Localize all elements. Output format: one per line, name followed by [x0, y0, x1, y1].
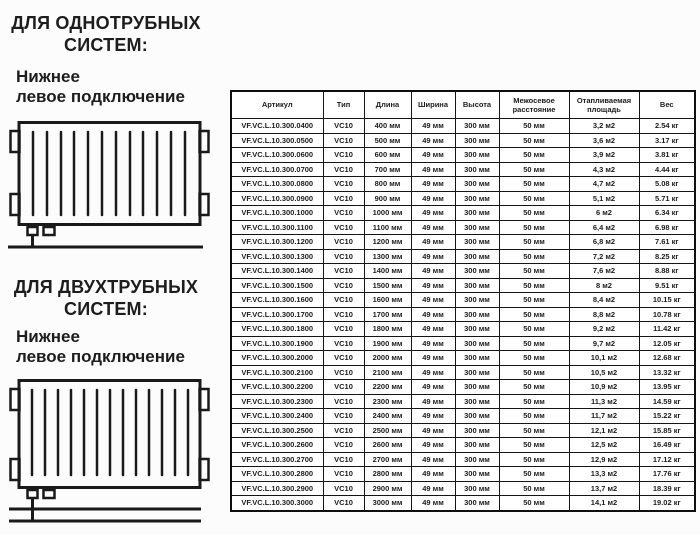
table-cell: VC10	[323, 365, 364, 380]
table-row	[231, 278, 695, 293]
section-title-two-pipe	[6, 276, 206, 320]
table-cell: 2400 мм	[364, 409, 411, 424]
table-cell: 10,1 м2	[569, 351, 639, 366]
table-cell: VC10	[323, 322, 364, 337]
table-cell: 300 мм	[455, 351, 499, 366]
table-cell: 49 мм	[411, 119, 455, 134]
table-cell: VF.VC.L.10.300.2700	[231, 452, 323, 467]
table-cell: VF.VC.L.10.300.3000	[231, 496, 323, 511]
table-cell: 10.15 кг	[639, 293, 695, 308]
table-cell: 49 мм	[411, 264, 455, 279]
table-row	[231, 220, 695, 235]
table-cell: 1300 мм	[364, 249, 411, 264]
table-cell: 300 мм	[455, 394, 499, 409]
table-cell: 2600 мм	[364, 438, 411, 453]
table-cell: 12,9 м2	[569, 452, 639, 467]
column-header: Вес	[639, 91, 695, 119]
table-cell: 7,6 м2	[569, 264, 639, 279]
table-cell: VF.VC.L.10.300.2000	[231, 351, 323, 366]
table-cell: 300 мм	[455, 481, 499, 496]
table-cell: VC10	[323, 380, 364, 395]
table-cell: 300 мм	[455, 496, 499, 511]
table-cell: 1600 мм	[364, 293, 411, 308]
table-row	[231, 235, 695, 250]
table-cell: VC10	[323, 119, 364, 134]
table-cell: 4.44 кг	[639, 162, 695, 177]
table-cell: VC10	[323, 467, 364, 482]
table-cell: 18.39 кг	[639, 481, 695, 496]
table-row	[231, 322, 695, 337]
table-cell: VC10	[323, 206, 364, 221]
table-cell: VF.VC.L.10.300.1100	[231, 220, 323, 235]
table-cell: 8.88 кг	[639, 264, 695, 279]
radiator-diagram-two-pipe-icon	[4, 372, 216, 530]
table-cell: 300 мм	[455, 293, 499, 308]
section-title-line: ДЛЯ ОДНОТРУБНЫХ	[11, 13, 201, 33]
table-cell: 49 мм	[411, 148, 455, 163]
table-row	[231, 264, 695, 279]
table-cell: 8,8 м2	[569, 307, 639, 322]
column-header: Ширина	[411, 91, 455, 119]
table-cell: VF.VC.L.10.300.1600	[231, 293, 323, 308]
column-header: Высота	[455, 91, 499, 119]
table-cell: 50 мм	[499, 264, 569, 279]
spec-table-body	[231, 119, 695, 511]
table-cell: 49 мм	[411, 438, 455, 453]
table-cell: 300 мм	[455, 235, 499, 250]
table-cell: 9.51 кг	[639, 278, 695, 293]
table-row	[231, 293, 695, 308]
table-cell: 15.85 кг	[639, 423, 695, 438]
table-cell: 2200 мм	[364, 380, 411, 395]
table-cell: 14.59 кг	[639, 394, 695, 409]
table-cell: 4,7 м2	[569, 177, 639, 192]
table-cell: 49 мм	[411, 496, 455, 511]
table-cell: VC10	[323, 278, 364, 293]
table-cell: 50 мм	[499, 206, 569, 221]
section-subtitle-line: левое подключение	[16, 87, 185, 106]
table-cell: 49 мм	[411, 467, 455, 482]
table-cell: VC10	[323, 452, 364, 467]
table-row	[231, 423, 695, 438]
table-cell: VF.VC.L.10.300.2400	[231, 409, 323, 424]
table-row	[231, 380, 695, 395]
table-cell: 1900 мм	[364, 336, 411, 351]
table-cell: 50 мм	[499, 148, 569, 163]
table-cell: 49 мм	[411, 452, 455, 467]
table-cell: 49 мм	[411, 249, 455, 264]
table-cell: 50 мм	[499, 423, 569, 438]
table-cell: 10.78 кг	[639, 307, 695, 322]
table-cell: 500 мм	[364, 133, 411, 148]
table-cell: 7,2 м2	[569, 249, 639, 264]
section-title-single-pipe	[6, 12, 206, 56]
table-cell: 49 мм	[411, 394, 455, 409]
table-cell: 11,7 м2	[569, 409, 639, 424]
table-row	[231, 409, 695, 424]
spec-table	[230, 90, 696, 512]
table-cell: VF.VC.L.10.300.0400	[231, 119, 323, 134]
section-subtitle-line: Нижнее	[16, 327, 80, 346]
table-cell: 14,1 м2	[569, 496, 639, 511]
table-row	[231, 206, 695, 221]
table-cell: 3.81 кг	[639, 148, 695, 163]
table-row	[231, 336, 695, 351]
table-cell: 6 м2	[569, 206, 639, 221]
table-cell: 2000 мм	[364, 351, 411, 366]
table-cell: VC10	[323, 177, 364, 192]
table-cell: 13,7 м2	[569, 481, 639, 496]
table-cell: 12.05 кг	[639, 336, 695, 351]
column-header: Отапливаемая площадь	[569, 91, 639, 119]
table-cell: 300 мм	[455, 249, 499, 264]
table-row	[231, 394, 695, 409]
table-cell: 50 мм	[499, 438, 569, 453]
table-cell: VF.VC.L.10.300.0500	[231, 133, 323, 148]
table-cell: VC10	[323, 496, 364, 511]
table-cell: VF.VC.L.10.300.0800	[231, 177, 323, 192]
section-subtitle-line: левое подключение	[16, 347, 185, 366]
table-cell: 50 мм	[499, 278, 569, 293]
table-cell: 16.49 кг	[639, 438, 695, 453]
table-row	[231, 249, 695, 264]
table-cell: 3,9 м2	[569, 148, 639, 163]
table-cell: 6,4 м2	[569, 220, 639, 235]
table-cell: 12,5 м2	[569, 438, 639, 453]
table-cell: 300 мм	[455, 409, 499, 424]
table-cell: VF.VC.L.10.300.2200	[231, 380, 323, 395]
table-cell: 5.08 кг	[639, 177, 695, 192]
table-row	[231, 162, 695, 177]
table-cell: VC10	[323, 220, 364, 235]
table-row	[231, 133, 695, 148]
table-cell: 300 мм	[455, 278, 499, 293]
table-cell: 1500 мм	[364, 278, 411, 293]
table-cell: 600 мм	[364, 148, 411, 163]
table-cell: 400 мм	[364, 119, 411, 134]
table-cell: VF.VC.L.10.300.1400	[231, 264, 323, 279]
table-cell: VF.VC.L.10.300.2800	[231, 467, 323, 482]
table-row	[231, 351, 695, 366]
table-cell: 50 мм	[499, 307, 569, 322]
table-cell: 300 мм	[455, 119, 499, 134]
table-cell: VC10	[323, 133, 364, 148]
table-cell: 2700 мм	[364, 452, 411, 467]
table-cell: VC10	[323, 293, 364, 308]
table-cell: 49 мм	[411, 351, 455, 366]
table-cell: 49 мм	[411, 322, 455, 337]
table-cell: 3.17 кг	[639, 133, 695, 148]
table-cell: 49 мм	[411, 409, 455, 424]
table-cell: 2100 мм	[364, 365, 411, 380]
table-cell: 300 мм	[455, 336, 499, 351]
table-cell: 300 мм	[455, 322, 499, 337]
table-cell: 19.02 кг	[639, 496, 695, 511]
table-cell: VF.VC.L.10.300.0900	[231, 191, 323, 206]
table-cell: 10,9 м2	[569, 380, 639, 395]
table-cell: 300 мм	[455, 162, 499, 177]
table-cell: 6.34 кг	[639, 206, 695, 221]
table-cell: 49 мм	[411, 365, 455, 380]
table-cell: 50 мм	[499, 322, 569, 337]
table-cell: 1800 мм	[364, 322, 411, 337]
table-cell: 300 мм	[455, 148, 499, 163]
table-cell: 49 мм	[411, 191, 455, 206]
column-header: Артикул	[231, 91, 323, 119]
table-cell: 10,5 м2	[569, 365, 639, 380]
table-cell: VC10	[323, 148, 364, 163]
table-cell: 8.25 кг	[639, 249, 695, 264]
table-row	[231, 365, 695, 380]
table-cell: 1100 мм	[364, 220, 411, 235]
table-cell: 50 мм	[499, 409, 569, 424]
table-cell: VF.VC.L.10.300.2500	[231, 423, 323, 438]
section-subtitle-two-pipe	[16, 327, 226, 367]
table-cell: VF.VC.L.10.300.1200	[231, 235, 323, 250]
table-row	[231, 481, 695, 496]
table-cell: 300 мм	[455, 206, 499, 221]
table-cell: 50 мм	[499, 293, 569, 308]
table-cell: VC10	[323, 162, 364, 177]
table-cell: 1200 мм	[364, 235, 411, 250]
table-cell: VF.VC.L.10.300.1500	[231, 278, 323, 293]
table-cell: VF.VC.L.10.300.1800	[231, 322, 323, 337]
column-header: Тип	[323, 91, 364, 119]
table-cell: 50 мм	[499, 249, 569, 264]
table-cell: 49 мм	[411, 481, 455, 496]
table-cell: 2.54 кг	[639, 119, 695, 134]
table-cell: 50 мм	[499, 336, 569, 351]
table-cell: 1000 мм	[364, 206, 411, 221]
column-header: Межосевое расстояние	[499, 91, 569, 119]
table-cell: VC10	[323, 351, 364, 366]
radiator-diagram-single-pipe-icon	[4, 110, 216, 256]
table-cell: 50 мм	[499, 235, 569, 250]
table-cell: 300 мм	[455, 191, 499, 206]
table-cell: VC10	[323, 481, 364, 496]
table-cell: VC10	[323, 307, 364, 322]
table-cell: 6,8 м2	[569, 235, 639, 250]
table-cell: VC10	[323, 235, 364, 250]
table-cell: 300 мм	[455, 307, 499, 322]
table-cell: VF.VC.L.10.300.0700	[231, 162, 323, 177]
table-cell: 3,2 м2	[569, 119, 639, 134]
table-cell: 11,3 м2	[569, 394, 639, 409]
table-cell: 50 мм	[499, 220, 569, 235]
table-cell: 50 мм	[499, 394, 569, 409]
table-cell: 49 мм	[411, 177, 455, 192]
table-cell: VC10	[323, 423, 364, 438]
table-cell: 8,4 м2	[569, 293, 639, 308]
table-cell: 50 мм	[499, 467, 569, 482]
table-cell: 50 мм	[499, 481, 569, 496]
table-cell: VF.VC.L.10.300.0600	[231, 148, 323, 163]
table-row	[231, 467, 695, 482]
table-cell: VF.VC.L.10.300.2100	[231, 365, 323, 380]
table-cell: 49 мм	[411, 307, 455, 322]
table-cell: 13.32 кг	[639, 365, 695, 380]
table-cell: 50 мм	[499, 365, 569, 380]
table-cell: 13.95 кг	[639, 380, 695, 395]
table-cell: 50 мм	[499, 162, 569, 177]
table-cell: 300 мм	[455, 220, 499, 235]
table-cell: 7.61 кг	[639, 235, 695, 250]
table-cell: 2800 мм	[364, 467, 411, 482]
table-cell: 50 мм	[499, 452, 569, 467]
table-cell: 2900 мм	[364, 481, 411, 496]
table-cell: 17.76 кг	[639, 467, 695, 482]
table-cell: 50 мм	[499, 496, 569, 511]
table-row	[231, 148, 695, 163]
table-cell: 50 мм	[499, 351, 569, 366]
table-cell: 8 м2	[569, 278, 639, 293]
table-cell: 50 мм	[499, 119, 569, 134]
table-cell: VF.VC.L.10.300.1000	[231, 206, 323, 221]
table-cell: 4,3 м2	[569, 162, 639, 177]
table-cell: VC10	[323, 249, 364, 264]
table-row	[231, 119, 695, 134]
table-cell: 3000 мм	[364, 496, 411, 511]
table-cell: 49 мм	[411, 423, 455, 438]
section-subtitle-line: Нижнее	[16, 67, 80, 86]
table-cell: 50 мм	[499, 191, 569, 206]
table-cell: 300 мм	[455, 452, 499, 467]
table-row	[231, 496, 695, 511]
column-header: Длина	[364, 91, 411, 119]
table-cell: VF.VC.L.10.300.1700	[231, 307, 323, 322]
table-cell: 50 мм	[499, 177, 569, 192]
table-cell: 5.71 кг	[639, 191, 695, 206]
table-cell: 12,1 м2	[569, 423, 639, 438]
table-cell: 2500 мм	[364, 423, 411, 438]
table-cell: 12.68 кг	[639, 351, 695, 366]
table-cell: VF.VC.L.10.300.2300	[231, 394, 323, 409]
table-cell: 9,2 м2	[569, 322, 639, 337]
table-cell: 49 мм	[411, 206, 455, 221]
section-title-line: СИСТЕМ:	[64, 35, 148, 55]
table-cell: 50 мм	[499, 133, 569, 148]
table-cell: VF.VC.L.10.300.2900	[231, 481, 323, 496]
table-cell: 17.12 кг	[639, 452, 695, 467]
table-cell: 49 мм	[411, 278, 455, 293]
table-cell: VC10	[323, 409, 364, 424]
table-row	[231, 452, 695, 467]
table-cell: VC10	[323, 191, 364, 206]
table-cell: 50 мм	[499, 380, 569, 395]
table-cell: 49 мм	[411, 162, 455, 177]
table-cell: VF.VC.L.10.300.1300	[231, 249, 323, 264]
table-cell: 1400 мм	[364, 264, 411, 279]
table-cell: 800 мм	[364, 177, 411, 192]
table-cell: VF.VC.L.10.300.2600	[231, 438, 323, 453]
table-cell: 300 мм	[455, 467, 499, 482]
table-cell: 49 мм	[411, 235, 455, 250]
table-cell: 300 мм	[455, 380, 499, 395]
table-cell: VF.VC.L.10.300.1900	[231, 336, 323, 351]
table-cell: 49 мм	[411, 293, 455, 308]
table-cell: 300 мм	[455, 365, 499, 380]
table-cell: 49 мм	[411, 220, 455, 235]
table-cell: 9,7 м2	[569, 336, 639, 351]
table-header-row	[231, 91, 695, 119]
table-cell: 49 мм	[411, 336, 455, 351]
table-cell: 11.42 кг	[639, 322, 695, 337]
table-cell: VC10	[323, 336, 364, 351]
table-cell: 13,3 м2	[569, 467, 639, 482]
table-cell: 700 мм	[364, 162, 411, 177]
table-cell: VC10	[323, 438, 364, 453]
table-cell: 900 мм	[364, 191, 411, 206]
table-cell: 300 мм	[455, 177, 499, 192]
table-cell: 300 мм	[455, 423, 499, 438]
table-cell: 15.22 кг	[639, 409, 695, 424]
table-cell: VC10	[323, 264, 364, 279]
table-cell: 3,6 м2	[569, 133, 639, 148]
table-cell: 2300 мм	[364, 394, 411, 409]
table-cell: 49 мм	[411, 380, 455, 395]
table-cell: 49 мм	[411, 133, 455, 148]
table-row	[231, 177, 695, 192]
table-cell: 1700 мм	[364, 307, 411, 322]
table-cell: 300 мм	[455, 438, 499, 453]
table-cell: 300 мм	[455, 264, 499, 279]
table-cell: 300 мм	[455, 133, 499, 148]
section-title-line: СИСТЕМ:	[64, 299, 148, 319]
table-row	[231, 307, 695, 322]
table-cell: VC10	[323, 394, 364, 409]
table-cell: 5,1 м2	[569, 191, 639, 206]
section-subtitle-single-pipe	[16, 67, 226, 107]
section-title-line: ДЛЯ ДВУХТРУБНЫХ	[13, 277, 199, 297]
table-row	[231, 438, 695, 453]
table-row	[231, 191, 695, 206]
table-cell: 6.98 кг	[639, 220, 695, 235]
